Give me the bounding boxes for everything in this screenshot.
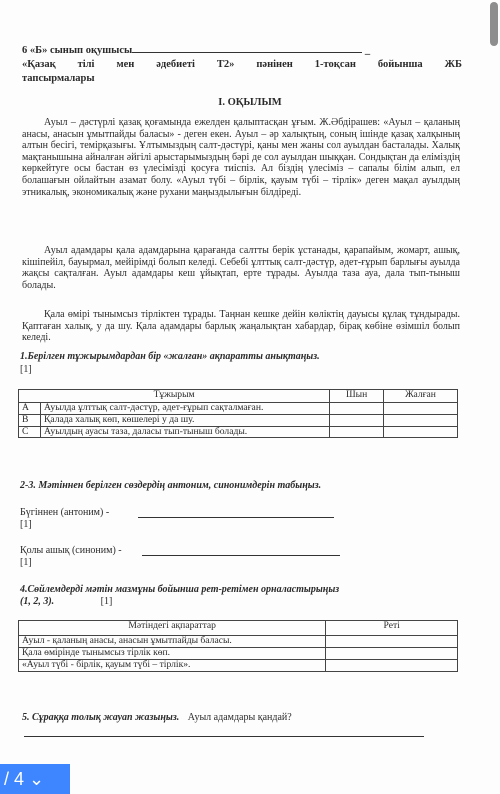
column-header-false: Жалған — [384, 390, 458, 403]
question-5-label: 5. Сұраққа толық жауап жазыңыз. — [22, 712, 180, 723]
scrollbar-thumb[interactable] — [490, 2, 498, 46]
antonym-prompt: Бүгіннен (антоним) - — [20, 507, 110, 518]
table-row — [19, 403, 458, 415]
row-statement: Ауылда ұлттық салт-дәстүр, әдет-ғұрып сақталмаған. — [40, 403, 329, 415]
row-letter: C — [19, 426, 41, 438]
student-label: 6 «Б» сынып оқушысы — [22, 45, 133, 56]
question-4-mark: [1] — [100, 596, 113, 607]
question-4-text — [20, 584, 460, 608]
question-5-question: Ауыл адамдары қандай? — [187, 712, 292, 723]
header-word: 1-тоқсан — [314, 59, 356, 70]
header-word: ЖБ — [444, 59, 462, 70]
true-answer-cell[interactable] — [330, 403, 384, 415]
header-word: мен — [116, 59, 135, 70]
column-header-statement: Тұжырым — [19, 390, 330, 403]
false-answer-cell[interactable] — [384, 414, 458, 426]
reading-paragraph-1: Ауыл – дәстүрлі қазақ қоғамында ежелден қалыптасқан ұғым. Ж.Әбдірашев: «Ауыл – қаланың анасы, анасын ұмытпайды баласы» - деген екен. Ауыл – әр халықтың, соның ішінде қазақ халқының алтын бесігі, темірқазығы. Ұлтымыздың салт-дәстүрі, қаны мен жаны сол ауылдан басталады. Халық мақтанышына айналған әйгілі арыстарымыздың бәрі де сол ауылдан шыққан. Сондықтан да еліміздің көркейтуге осы бастан өз үлесімізді қосуға тиіспіз. Ал біздің үлесіміз – сапалы білім алып, ел болашағын ойлайтын азамат болу. «Ауыл түбі – бірлік, қауым түбі – тірлік» деген мақал ауылдың этникалық, экономикалық және рухани маңыздылығын білдіреді. — [22, 117, 460, 198]
question-1-mark: [1] — [20, 364, 32, 375]
student-name-blank[interactable] — [132, 42, 362, 53]
header-line-1 — [22, 42, 462, 58]
row-letter: A — [19, 403, 41, 415]
header-word: пәнінен — [256, 59, 293, 70]
synonym-mark: [1] — [20, 557, 32, 568]
header-line-2 — [22, 58, 462, 72]
synonym-answer-line[interactable] — [142, 555, 340, 556]
table-header-row — [19, 621, 458, 636]
antonym-mark: [1] — [20, 519, 32, 530]
order-answer-cell[interactable] — [326, 648, 458, 660]
synonym-prompt: Қолы ашық (синоним) - — [20, 545, 122, 556]
question-23-text: 2-3. Мәтіннен берілген сөздердің антоним, синонимдерін табыңыз. — [20, 480, 322, 491]
table-row — [19, 636, 458, 648]
question-5 — [22, 712, 292, 724]
info-cell: «Ауыл түбі - бірлік, қауым түбі – тірлік». — [19, 660, 326, 672]
header-line-3: тапсырмалары — [22, 73, 95, 84]
header-word: бойынша — [377, 59, 423, 70]
scrollbar[interactable] — [488, 0, 500, 50]
section-title: I. ОҚЫЛЫМ — [218, 97, 282, 108]
antonym-answer-line[interactable] — [138, 517, 334, 518]
table-row — [19, 426, 458, 438]
false-answer-cell[interactable] — [384, 403, 458, 415]
true-answer-cell[interactable] — [330, 414, 384, 426]
order-answer-cell[interactable] — [326, 636, 458, 648]
column-header-order: Реті — [326, 621, 458, 636]
reading-paragraph-2: Ауыл адамдары қала адамдарына қарағанда салтты берік ұстанады, қарапайым, жомарт, ашық, кішіпейіл, бауырмал, мейірімді болып келеді. Себебі ұлттық салт-дәстүр, әдет-ғұрып барлығы ауылда жақсы сақталған. Ауыл адамдары кеш ұйықтап, ерте тұрады. Ауылда таза ауа, дала тып-тыныш болады. — [22, 245, 460, 291]
header-word: Т2» — [216, 59, 235, 70]
table-row — [19, 660, 458, 672]
row-letter: B — [19, 414, 41, 426]
info-cell: Қала өмірінде тынымсыз тірлік көп. — [19, 648, 326, 660]
question-4-table — [18, 620, 458, 672]
order-answer-cell[interactable] — [326, 660, 458, 672]
column-header-true: Шын — [330, 390, 384, 403]
header-word: «Қазақ — [22, 59, 56, 70]
false-answer-cell[interactable] — [384, 426, 458, 438]
table-row — [19, 648, 458, 660]
header-line-1-suffix: _ — [364, 45, 371, 56]
question-1-table — [18, 389, 458, 438]
page-indicator-button[interactable]: / 4 ⌄ — [0, 764, 70, 794]
reading-paragraph-3: Қала өмірі тынымсыз тірліктен тұрады. Таңнан кешке дейін көліктің дауысы құлақ тұндырады. Қаптаған халық, у да шу. Қала адамдары барлық жаңалықтан хабардар, бірақ көбіне өзімшіл болып келеді. — [22, 309, 460, 344]
question-5-answer-line[interactable] — [24, 736, 424, 737]
table-header-row — [19, 390, 458, 403]
table-row — [19, 414, 458, 426]
row-statement: Ауылдың ауасы таза, даласы тып-тыныш болады. — [40, 426, 329, 438]
header-word: тілі — [77, 59, 95, 70]
row-statement: Қалада халық көп, көшелері у да шу. — [40, 414, 329, 426]
question-4-line-1: 4.Сөйлемдерді мәтін мазмұны бойынша рет-ретімен орналастырыңыз — [20, 584, 340, 595]
true-answer-cell[interactable] — [330, 426, 384, 438]
header-word: әдебиеті — [156, 59, 195, 70]
question-4-line-2: (1, 2, 3). — [20, 596, 55, 607]
question-1-text: 1.Берілген тұжырымдардан бір «жалған» ақпаратты анықтаңыз. — [20, 351, 320, 362]
column-header-info: Мәтіндегі ақпараттар — [19, 621, 326, 636]
info-cell: Ауыл - қаланың анасы, анасын ұмытпайды баласы. — [19, 636, 326, 648]
worksheet-header — [22, 42, 462, 86]
